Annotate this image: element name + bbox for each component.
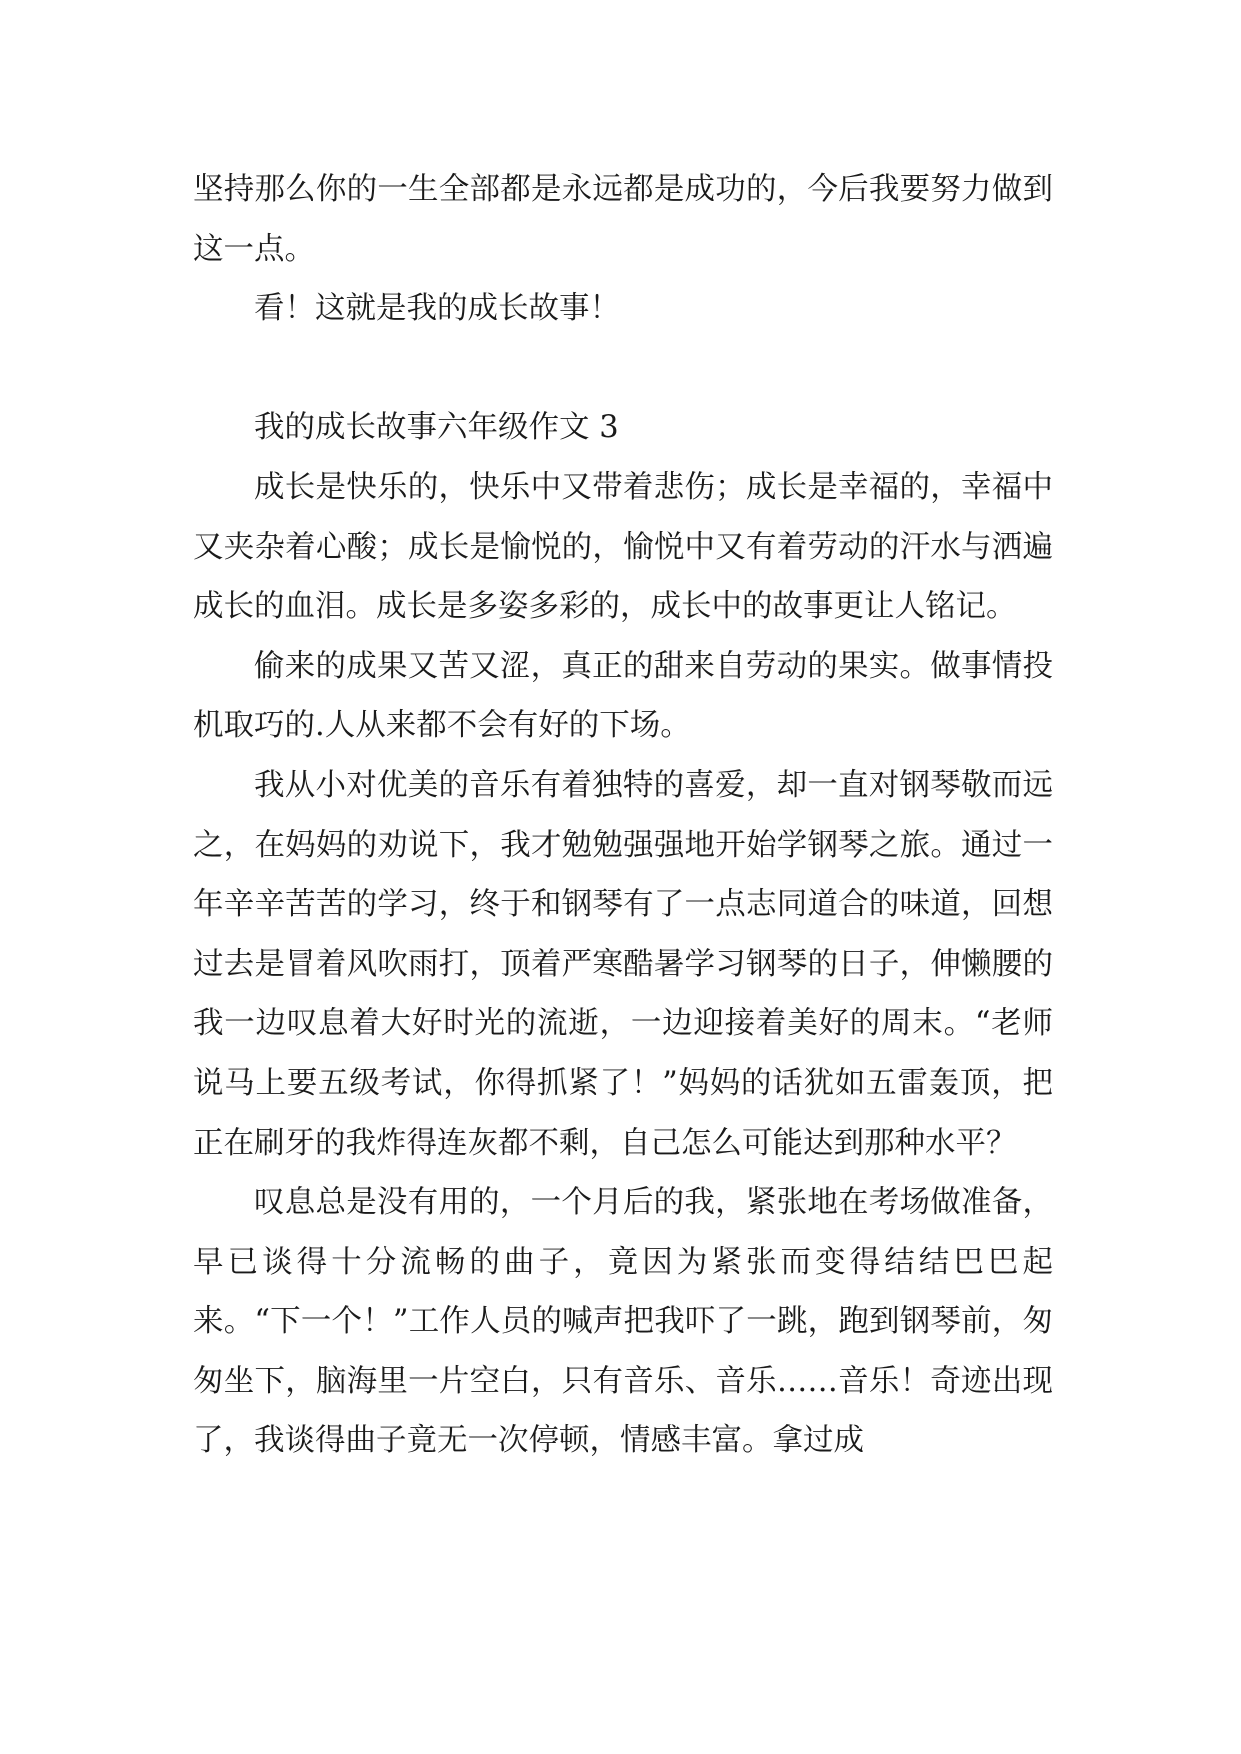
paragraph: 偷来的成果又苦又涩，真正的甜来自劳动的果实。做事情投机取巧的.人从来都不会有好的下场。	[193, 648, 1053, 744]
document-body	[193, 160, 1053, 1471]
essay-heading: 我的成长故事六年级作文 3	[254, 410, 619, 446]
paragraph-conclusion: 看！这就是我的成长故事！	[254, 291, 620, 327]
section-gap	[193, 339, 1053, 399]
paragraph: 成长是快乐的，快乐中又带着悲伤；成长是幸福的，幸福中又夹杂着心酸；成长是愉悦的，愉悦中又有着劳动的汗水与洒遍成长的血泪。成长是多姿多彩的，成长中的故事更让人铭记。	[193, 469, 1053, 625]
paragraph: 我从小对优美的音乐有着独特的喜爱，却一直对钢琴敬而远之，在妈妈的劝说下，我才勉勉强强地开始学钢琴之旅。通过一年辛辛苦苦的学习，终于和钢琴有了一点志同道合的味道，回想过去是冒着风吹雨打，顶着严寒酷暑学习钢琴的日子，伸懒腰的我一边叹息着大好时光的流逝，一边迎接着美好的周末。“老师说马上要五级考试，你得抓紧了！”妈妈的话犹如五雷轰顶，把正在刷牙的我炸得连灰都不剩，自己怎么可能达到那种水平？	[193, 767, 1053, 1161]
paragraph-continuation: 坚持那么你的一生全部都是永远都是成功的，今后我要努力做到这一点。	[193, 172, 1053, 267]
paragraph: 叹息总是没有用的，一个月后的我，紧张地在考场做准备，早已谈得十分流畅的曲子，竟因为紧张而变得结结巴巴起来。“下一个！”工作人员的喊声把我吓了一跳，跑到钢琴前，匆匆坐下，脑海里一片空白，只有音乐、音乐……音乐！奇迹出现了，我谈得曲子竟无一次停顿，情感丰富。拿过成	[193, 1185, 1053, 1459]
